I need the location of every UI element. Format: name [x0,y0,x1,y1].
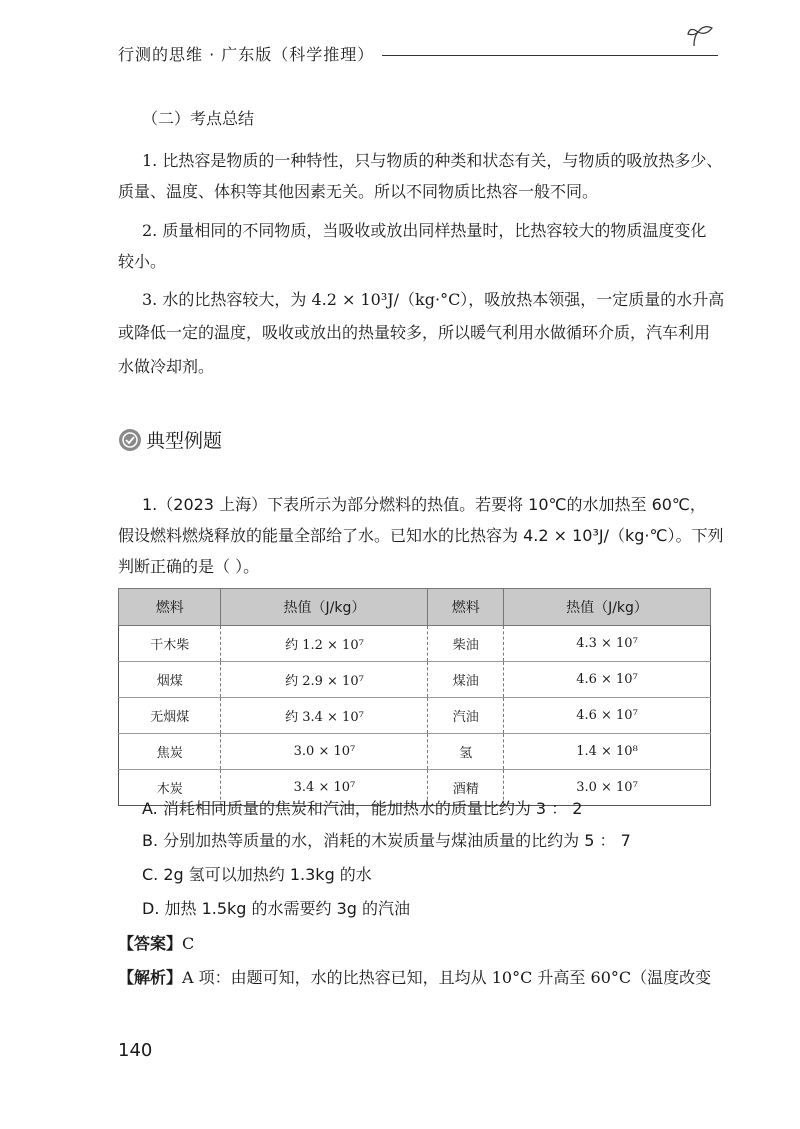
summary-item-3-line-3: 水做冷却剂。 [118,357,215,376]
table-cell: 干木柴 [119,626,221,662]
running-header [118,36,718,70]
header-rule [382,55,718,56]
table-cell: 酒精 [428,770,504,806]
table-row [119,662,711,698]
summary-item-1-line-2: 质量、温度、体积等其他因素无关。所以不同物质比热容一般不同。 [118,182,599,201]
table-cell: 烟煤 [119,662,221,698]
section-title: 典型例题 [146,430,223,452]
section-heading [118,426,222,453]
header-title: 行测的思维 · 广东版（科学推理） [118,44,375,64]
table-cell: 3.0 × 10⁷ [221,734,428,770]
option-d: D. 加热 1.5kg 的水需要约 3g 的汽油 [142,899,411,918]
table-cell: 3.4 × 10⁷ [221,770,428,806]
header-fuel-2: 燃料 [428,589,504,626]
question-line-1: 1.（2023 上海）下表所示为部分燃料的热值。若要将 10℃的水加热至 60℃， [142,495,706,514]
analysis-text: A 项：由题可知，水的比热容已知，且均从 10°C 升高至 60°C（温度改变 [182,968,712,987]
question-line-3: 判断正确的是（ ）。 [118,557,260,576]
table-cell: 氢 [428,734,504,770]
analysis-label: 【解析】 [118,968,183,987]
table-row [119,734,711,770]
table-cell: 约 3.4 × 10⁷ [221,698,428,734]
table-cell: 4.3 × 10⁷ [504,626,711,662]
summary-item-2-line-2: 较小。 [118,252,167,271]
option-a: A. 消耗相同质量的焦炭和汽油，能加热水的质量比约为 3 ： 2 [142,799,583,818]
table-cell: 木炭 [119,770,221,806]
answer-line [118,933,194,955]
header-fuel-1: 燃料 [119,589,221,626]
answer-value: C [182,934,195,953]
table-cell: 3.0 × 10⁷ [504,770,711,806]
table-row [119,626,711,662]
summary-item-3-line-1: 3. 水的比热容较大，为 4.2 × 10³J/（kg·°C），吸放热本领强，一定质量的水升高 [142,290,725,309]
table-header-row [119,589,711,626]
answer-label: 【答案】 [118,934,183,953]
option-b: B. 分别加热等质量的水，消耗的木炭质量与煤油质量的比约为 5 ： 7 [142,831,631,850]
page-number: 140 [118,1040,153,1061]
header-heat-value-2: 热值（J/kg） [504,589,711,626]
sprout-icon [686,24,718,48]
table-cell: 煤油 [428,662,504,698]
summary-item-3-line-2: 或降低一定的温度，吸收或放出的热量较多，所以暖气利用水做循环介质，汽车利用 [118,323,711,342]
summary-item-2-line-1: 2. 质量相同的不同物质，当吸收或放出同样热量时，比热容较大的物质温度变化 [142,221,707,240]
table-row [119,698,711,734]
table-cell: 焦炭 [119,734,221,770]
analysis-line [118,967,711,989]
question-line-2: 假设燃料燃烧释放的能量全部给了水。已知水的比热容为 4.2 × 10³J/（kg·℃）。下列 [118,526,724,545]
table-cell: 4.6 × 10⁷ [504,662,711,698]
table-cell: 1.4 × 10⁸ [504,734,711,770]
summary-item-1-line-1: 1. 比热容是物质的一种特性，只与物质的种类和状态有关，与物质的吸放热多少、 [142,151,723,170]
fuel-heat-value-table [118,588,711,806]
table-cell: 约 2.9 × 10⁷ [221,662,428,698]
section-badge-icon [118,428,142,452]
option-c: C. 2g 氢可以加热约 1.3kg 的水 [142,865,372,884]
table-cell: 柴油 [428,626,504,662]
header-heat-value-1: 热值（J/kg） [221,589,428,626]
table-cell: 无烟煤 [119,698,221,734]
table-cell: 4.6 × 10⁷ [504,698,711,734]
table-cell: 约 1.2 × 10⁷ [221,626,428,662]
summary-heading: （二）考点总结 [142,109,255,128]
table-cell: 汽油 [428,698,504,734]
